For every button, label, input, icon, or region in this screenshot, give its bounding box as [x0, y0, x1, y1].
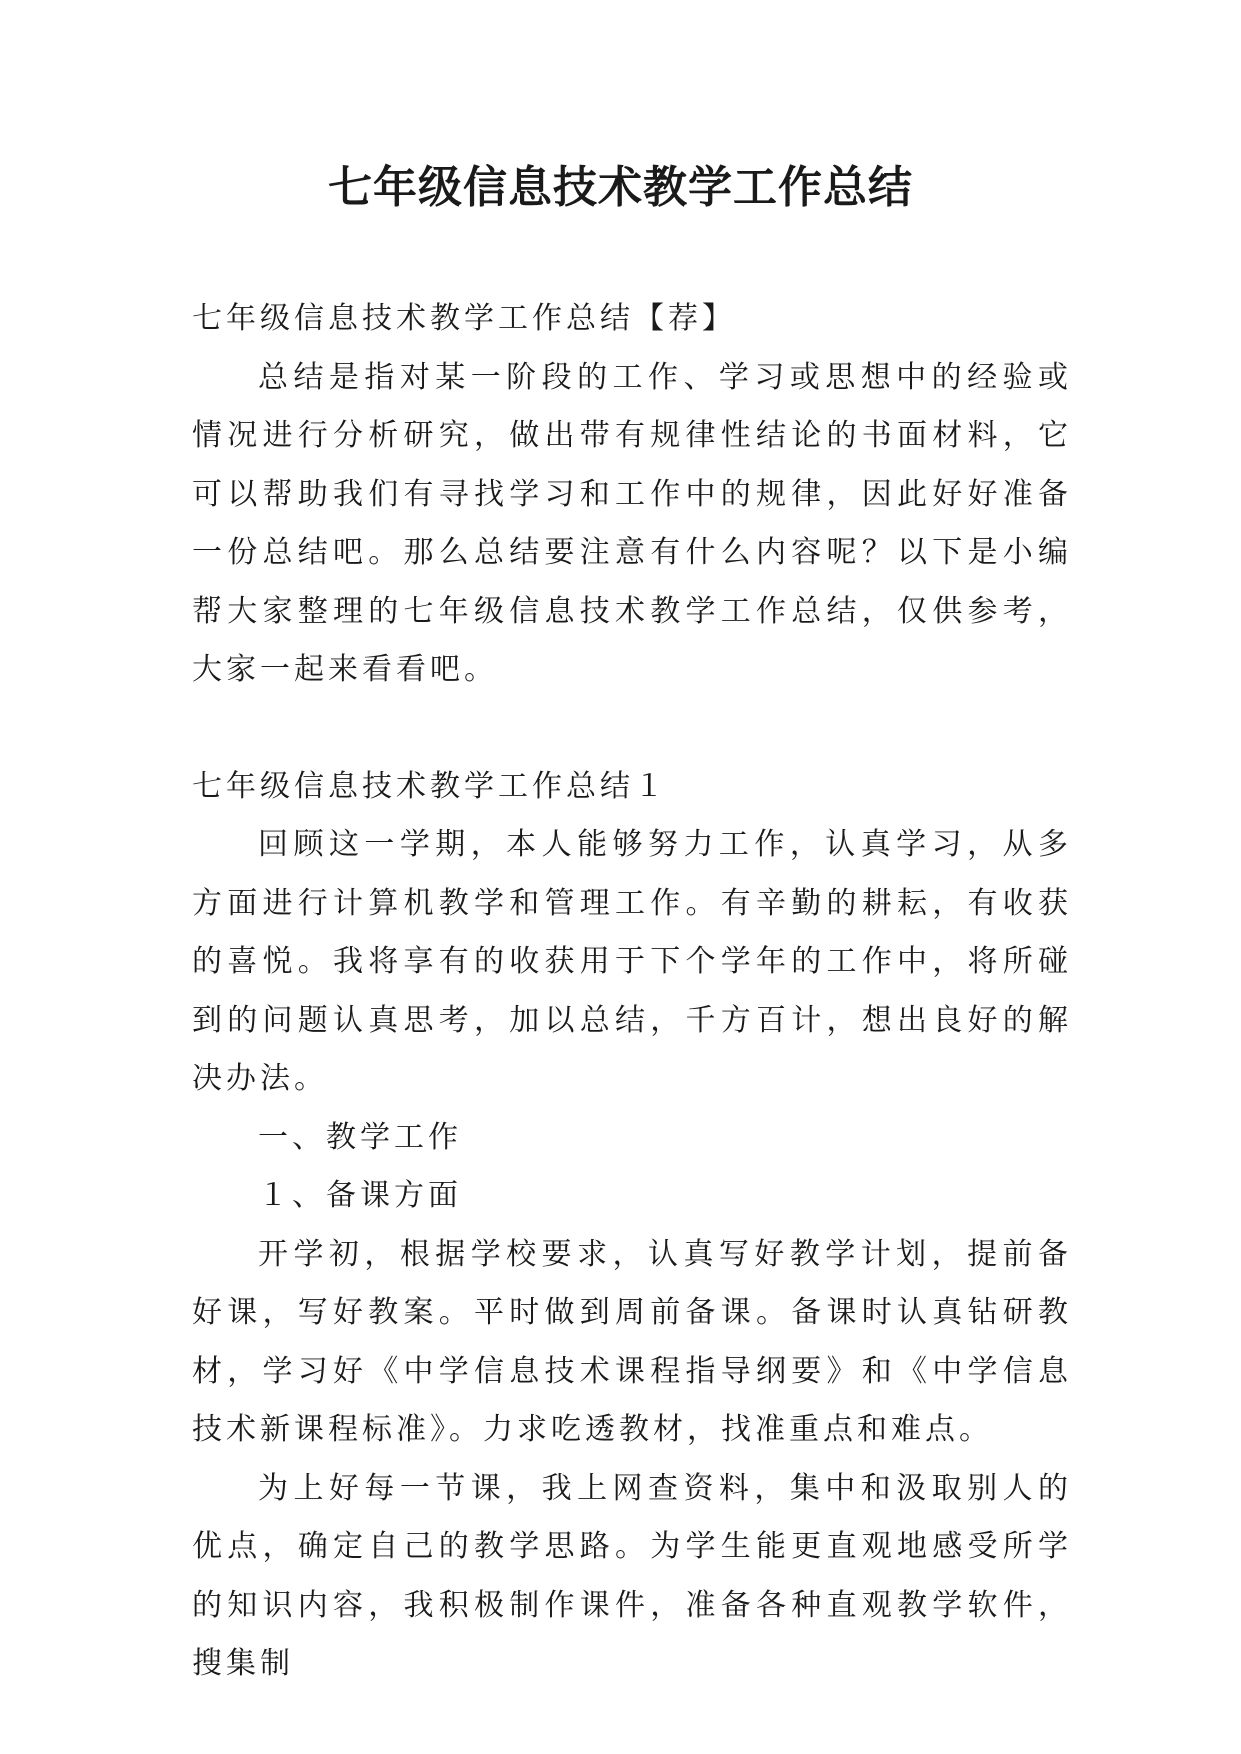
- document-title: 七年级信息技术教学工作总结: [328, 162, 913, 213]
- body-paragraph: 为上好每一节课，我上网查资料，集中和汲取别人的优点，确定自己的教学思路。为学生能更直观地感受所学的知识内容，我积极制作课件，准备各种直观教学软件，搜集制: [192, 1470, 1072, 1681]
- body-paragraph: 总结是指对某一阶段的工作、学习或思想中的经验或情况进行分析研究，做出带有规律性结论的书面材料，它可以帮助我们有寻找学习和工作中的规律，因此好好准备一份总结吧。那么总结要注意有什么内容呢？以下是小编帮大家整理的七年级信息技术教学工作总结，仅供参考，大家一起来看看吧。: [192, 359, 1072, 687]
- body-paragraph: 开学初，根据学校要求，认真写好教学计划，提前备好课，写好教案。平时做到周前备课。备课时认真钻研教材，学习好《中学信息技术课程指导纲要》和《中学信息技术新课程标准》。力求吃透教材，找准重点和难点。: [192, 1236, 1072, 1447]
- section-heading: 七年级信息技术教学工作总结【荐】: [192, 301, 736, 336]
- subheading: 一、教学工作: [258, 1119, 462, 1155]
- paragraph-gap: [192, 700, 1072, 758]
- document-body: [192, 290, 1072, 1694]
- body-paragraph: 回顾这一学期，本人能够努力工作，认真学习，从多方面进行计算机教学和管理工作。有辛勤的耕耘，有收获的喜悦。我将享有的收获用于下个学年的工作中，将所碰到的问题认真思考，加以总结，千方百计，想出良好的解决办法。: [192, 827, 1072, 1096]
- section-heading: 七年级信息技术教学工作总结１: [192, 768, 668, 804]
- subheading: １、备课方面: [258, 1178, 462, 1213]
